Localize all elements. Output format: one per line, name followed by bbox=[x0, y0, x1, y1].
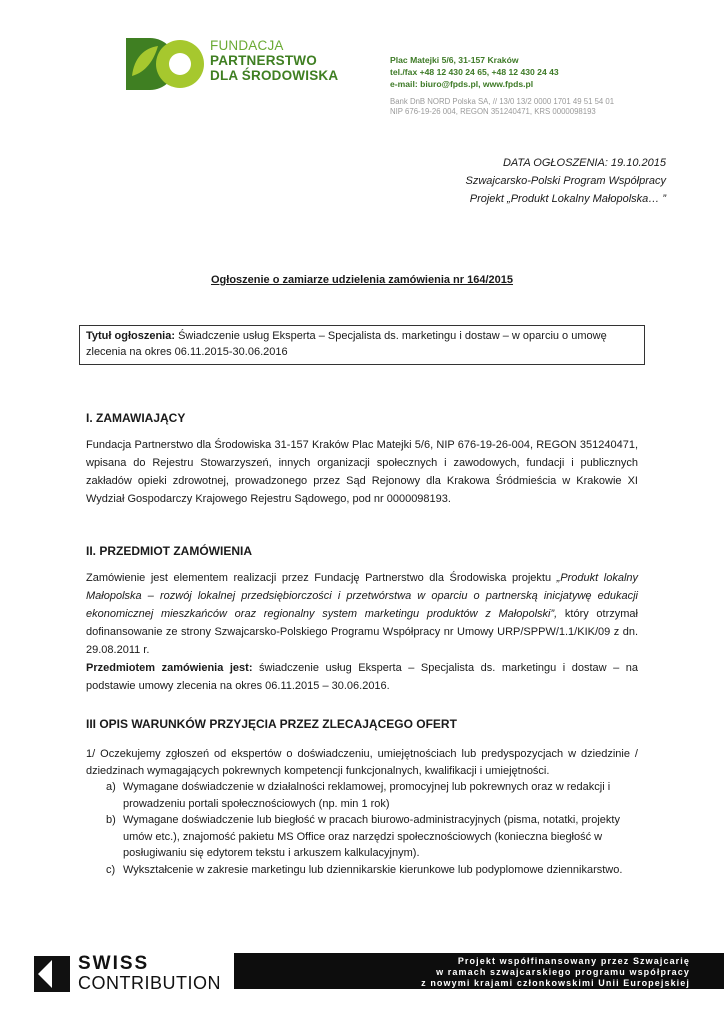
section2-p1-end: który otrzymał dofinansowanie ze strony Szwajcarsko-Polskiego Programu Współpracy nr Umowy URP/SPPW/1.1/KIK/09 z dn. 29.08.2011 r. bbox=[86, 608, 638, 656]
org-name-line2: PARTNERSTWO bbox=[210, 53, 317, 68]
org-name bbox=[210, 38, 338, 83]
list-marker: c) bbox=[106, 863, 116, 876]
section3-intro: 1/ Oczekujemy zgłoszeń od ekspertów o doświadczeniu, umiejętnościach lub predyspozycjach w dziedzinie / dziedzinach wymagających pokrewnych kompetencji funkcjonalnych, kwalifikacji i umiejętności. bbox=[86, 748, 638, 777]
contact-block bbox=[390, 54, 559, 90]
section3-heading: III OPIS WARUNKÓW PRZYJĘCIA PRZEZ ZLECAJĄCEGO OFERT bbox=[86, 717, 457, 731]
box-text-line1: Świadczenie usług Eksperta – Specjalista ds. marketingu i dostaw – w oparciu o umowę bbox=[175, 330, 607, 342]
section2-project-title: „Produkt lokalny Małopolska – rozwój lokalnej przedsiębiorczości i przetwórstwa w oparciu o partnerską inicjatywę edukacji ekonomicznej mieszkańców oraz regionalny system marketingu produktów z Małopolski”, bbox=[86, 572, 639, 620]
swiss-logo-line2: CONTRIBUTION bbox=[78, 973, 221, 993]
project-name: Projekt „Produkt Lokalny Małopolska… ” bbox=[469, 193, 666, 205]
footer-line1: Projekt współfinansowany przez Szwajcarię bbox=[457, 956, 690, 966]
section2-paragraph2 bbox=[86, 659, 638, 695]
list-item bbox=[86, 862, 638, 879]
org-name-line1: FUNDACJA bbox=[210, 38, 284, 53]
document-title: Ogłoszenie o zamiarze udzielenia zamówienia nr 164/2015 bbox=[210, 274, 513, 286]
registry-numbers: NIP 676-19-26 004, REGON 351240471, KRS 0000098193 bbox=[390, 107, 596, 116]
footer-line3: z nowymi krajami członkowskimi Unii Europejskiej bbox=[421, 978, 690, 988]
list-item bbox=[86, 812, 638, 862]
phone: tel./fax +48 12 430 24 65, +48 12 430 24 43 bbox=[390, 67, 559, 77]
org-name-line3: DLA ŚRODOWISKA bbox=[210, 68, 339, 83]
footer-cofinancing-text bbox=[421, 956, 690, 989]
section1-body bbox=[86, 436, 638, 508]
section1-line2: wpisana do Rejestru Stowarzyszeń, innych organizacji społecznych i zawodowych, fundacji i publicznych bbox=[86, 457, 638, 469]
section1-line4: Wydział Gospodarczy Krajowego Rejestru Sądowego, pod nr 0000098193. bbox=[86, 493, 451, 505]
program-name: Szwajcarsko-Polski Program Współpracy bbox=[465, 175, 666, 187]
box-label: Tytuł ogłoszenia: bbox=[86, 330, 176, 342]
email-link[interactable]: e-mail: biuro@fpds.pl, www.fpds.pl bbox=[390, 79, 534, 89]
list-item-text: Wykształcenie w zakresie marketingu lub dziennikarskie kierunkowe lub podyplomowe dziennikarstwo. bbox=[123, 863, 623, 876]
section1-heading: I. ZAMAWIAJĄCY bbox=[86, 411, 186, 425]
section3-body bbox=[86, 746, 638, 878]
swiss-logo-line1: SWISS bbox=[78, 953, 150, 974]
section2-subject-label: Przedmiotem zamówienia jest: bbox=[86, 662, 253, 674]
list-marker: a) bbox=[106, 781, 116, 793]
announcement-date: DATA OGŁOSZENIA: 19.10.2015 bbox=[502, 157, 666, 169]
section1-line1: Fundacja Partnerstwo dla Środowiska 31-157 Kraków Plac Matejki 5/6, NIP 676-19-26-004, REGON 351240471, bbox=[86, 439, 638, 451]
bank-info bbox=[390, 97, 614, 117]
list-marker: b) bbox=[106, 814, 116, 826]
section2-heading: II. PRZEDMIOT ZAMÓWIENIA bbox=[86, 544, 252, 558]
footer-line2: w ramach szwajcarskiego programu współpracy bbox=[436, 967, 690, 977]
list-item-text: Wymagane doświadczenie w działalności reklamowej, promocyjnej lub pokrewnych oraz w redakcji i prowadzeniu portali społecznościowych (np. min 1 rok) bbox=[123, 781, 611, 810]
announcement-title-box bbox=[79, 325, 645, 365]
bank-account: Bank DnB NORD Polska SA, // 13/0 13/2 0000 1701 49 51 54 01 bbox=[390, 97, 615, 106]
section1-line3: zakładów opieki zdrowotnej, prowadzonego przez Sąd Rejonowy dla Krakowa Śródmieścia w Krakowie XI bbox=[86, 475, 638, 487]
announcement-meta bbox=[466, 154, 667, 208]
list-item bbox=[86, 779, 638, 812]
section2-subject-text: świadczenie usług Eksperta – Specjalista ds. marketingu i dostaw – na podstawie umowy zlecenia na okres 06.11.2015 – 30.06.2016. bbox=[86, 662, 639, 692]
section2-paragraph1 bbox=[86, 569, 638, 659]
box-text-line2: zlecenia na okres 06.11.2015-30.06.2016 bbox=[86, 346, 288, 358]
address: Plac Matejki 5/6, 31-157 Kraków bbox=[390, 55, 519, 65]
footer-bar bbox=[234, 953, 724, 989]
section2-p1-start: Zamówienie jest elementem realizacji przez Fundację Partnerstwo dla Środowiska projektu bbox=[86, 572, 557, 584]
list-item-text: Wymagane doświadczenie lub biegłość w pracach biurowo-administracyjnych (pisma, notatki, projekty umów etc.), znajomość pakietu MS Office oraz narzędzi społecznościowych (konieczna biegłość w posługiwaniu się edytorem tekstu i arkuszem kalkulacyjnym). bbox=[123, 814, 620, 859]
foundation-logo-icon bbox=[124, 36, 206, 92]
swiss-flag-icon bbox=[34, 956, 70, 992]
